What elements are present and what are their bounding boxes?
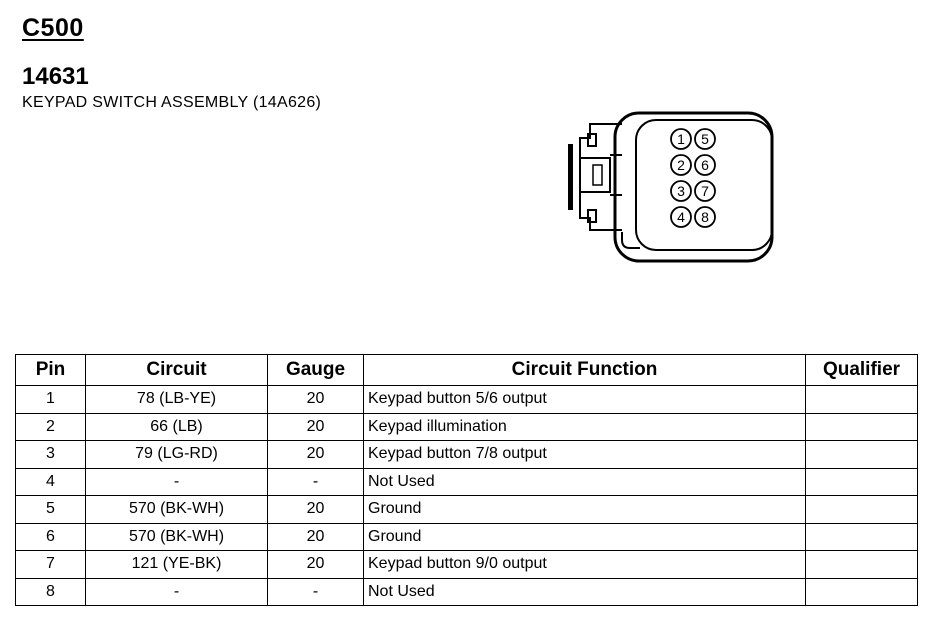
cell-pin: 5 <box>16 496 86 524</box>
pinout-table <box>15 354 918 606</box>
table-header-row <box>16 355 918 386</box>
connector-id: C500 <box>22 14 84 42</box>
table-row <box>16 386 918 414</box>
cell-circuit: - <box>86 468 268 496</box>
latch-slot <box>593 165 602 185</box>
cell-circuit: 79 (LG-RD) <box>86 441 268 469</box>
cell-gauge: 20 <box>268 523 364 551</box>
cell-pin: 1 <box>16 386 86 414</box>
cell-function: Not Used <box>364 578 806 606</box>
latch-window <box>580 158 610 192</box>
pin-label-2: 2 <box>677 157 685 173</box>
table-row <box>16 441 918 469</box>
pin-label-7: 7 <box>701 183 709 199</box>
cell-function: Ground <box>364 523 806 551</box>
cell-pin: 8 <box>16 578 86 606</box>
pin-label-3: 3 <box>677 183 685 199</box>
header-circuit-function: Circuit Function <box>364 355 806 386</box>
cell-gauge: 20 <box>268 496 364 524</box>
cell-gauge: - <box>268 578 364 606</box>
cell-circuit: 570 (BK-WH) <box>86 496 268 524</box>
pin-label-4: 4 <box>677 209 685 225</box>
header-circuit: Circuit <box>86 355 268 386</box>
cell-gauge: 20 <box>268 413 364 441</box>
cell-qualifier <box>806 578 918 606</box>
cell-pin: 4 <box>16 468 86 496</box>
cell-function: Keypad button 5/6 output <box>364 386 806 414</box>
table-row <box>16 523 918 551</box>
cell-pin: 6 <box>16 523 86 551</box>
cell-function: Keypad button 7/8 output <box>364 441 806 469</box>
cell-circuit: 121 (YE-BK) <box>86 551 268 579</box>
header-gauge: Gauge <box>268 355 364 386</box>
cell-pin: 7 <box>16 551 86 579</box>
pin-label-5: 5 <box>701 131 709 147</box>
pin-label-6: 6 <box>701 157 709 173</box>
cell-gauge: 20 <box>268 551 364 579</box>
cell-pin: 2 <box>16 413 86 441</box>
cell-qualifier <box>806 386 918 414</box>
cell-qualifier <box>806 468 918 496</box>
pin-label-8: 8 <box>701 209 709 225</box>
cell-qualifier <box>806 551 918 579</box>
cell-circuit: 78 (LB-YE) <box>86 386 268 414</box>
component-description: KEYPAD SWITCH ASSEMBLY (14A626) <box>22 94 322 111</box>
table-row <box>16 468 918 496</box>
cell-pin: 3 <box>16 441 86 469</box>
connector-face-diagram <box>560 110 780 265</box>
table-row <box>16 578 918 606</box>
part-number: 14631 <box>22 63 89 90</box>
cell-function: Ground <box>364 496 806 524</box>
cell-qualifier <box>806 441 918 469</box>
cell-qualifier <box>806 523 918 551</box>
table-row <box>16 551 918 579</box>
cell-gauge: 20 <box>268 386 364 414</box>
cell-function: Keypad button 9/0 output <box>364 551 806 579</box>
header-qualifier: Qualifier <box>806 355 918 386</box>
cell-function: Not Used <box>364 468 806 496</box>
header-pin: Pin <box>16 355 86 386</box>
cell-qualifier <box>806 413 918 441</box>
cell-circuit: - <box>86 578 268 606</box>
table-row <box>16 413 918 441</box>
cell-qualifier <box>806 496 918 524</box>
latch-inner <box>588 134 596 222</box>
cell-circuit: 570 (BK-WH) <box>86 523 268 551</box>
pin-label-1: 1 <box>677 131 685 147</box>
cell-gauge: 20 <box>268 441 364 469</box>
table-row <box>16 496 918 524</box>
latch-bar <box>568 144 573 210</box>
cell-circuit: 66 (LB) <box>86 413 268 441</box>
cell-function: Keypad illumination <box>364 413 806 441</box>
cell-gauge: - <box>268 468 364 496</box>
